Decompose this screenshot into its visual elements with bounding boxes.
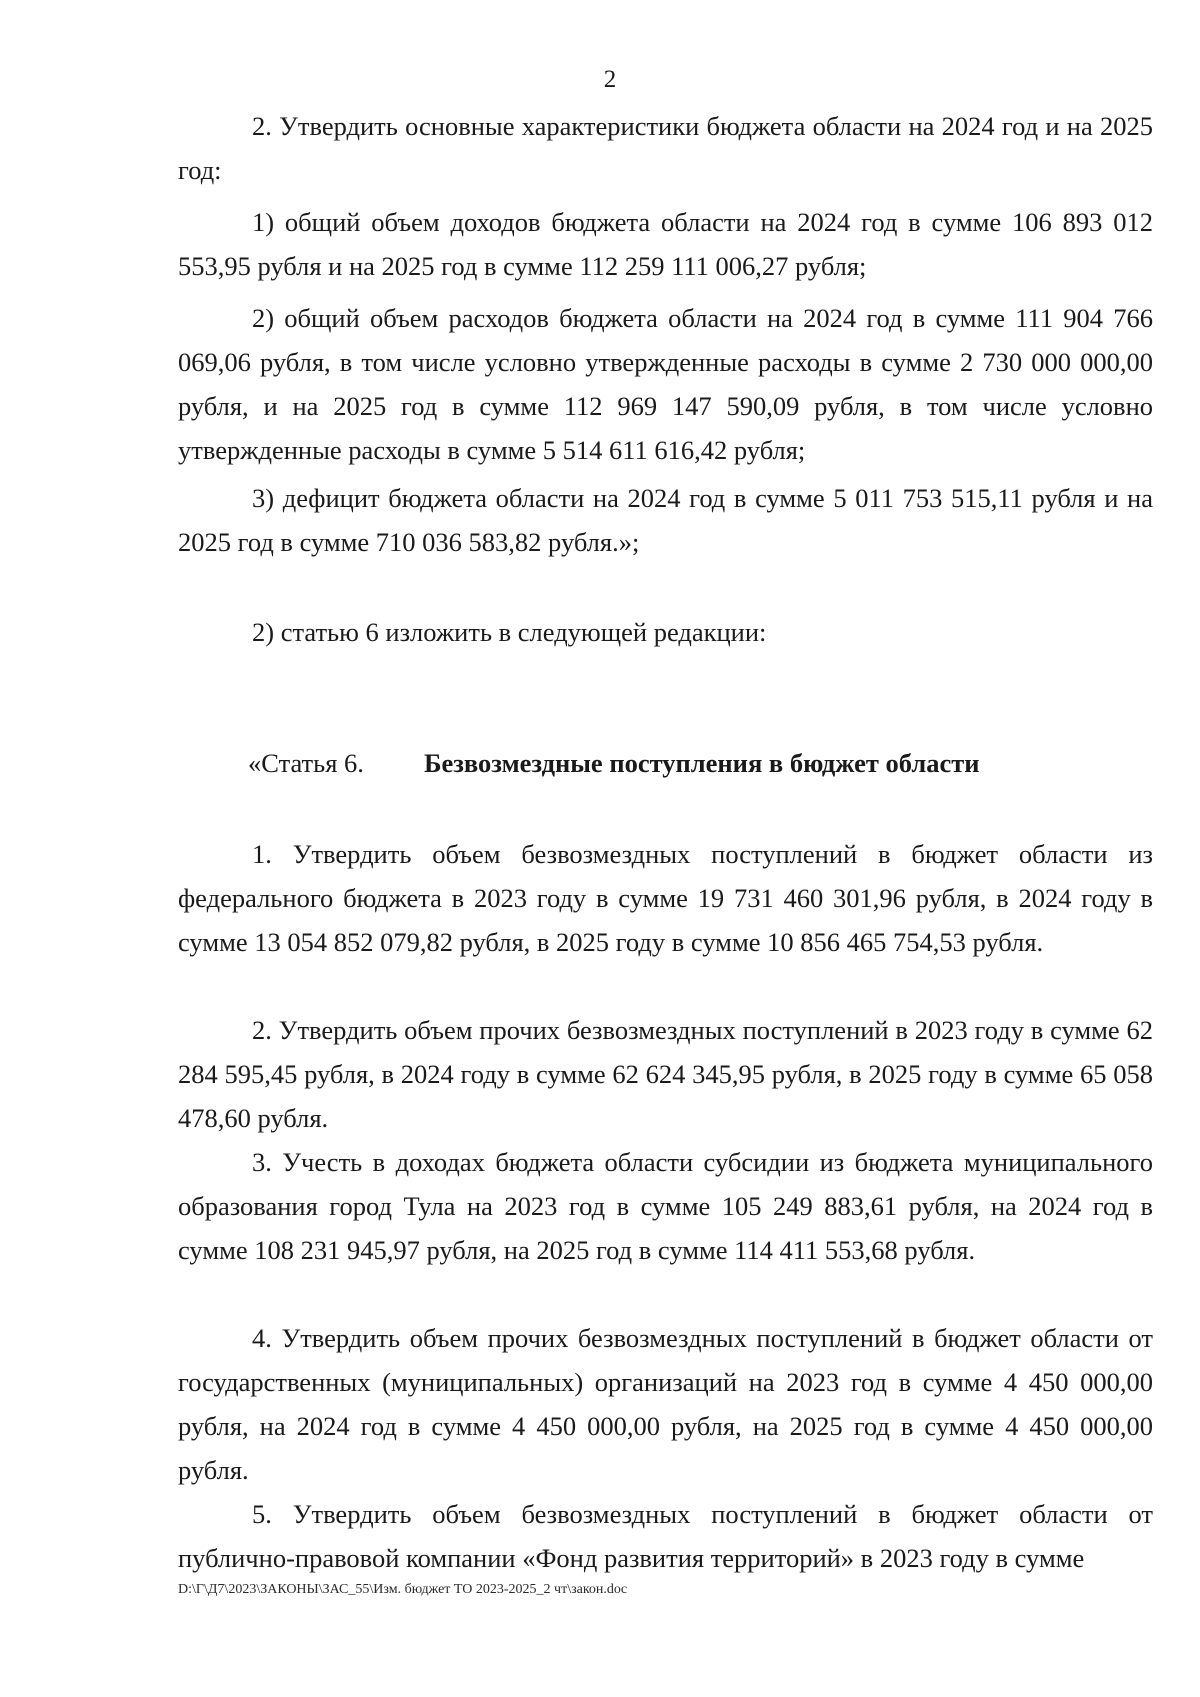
paragraph-main-characteristics: 2. Утвердить основные характеристики бюджета области на 2024 год и на 2025 год:	[178, 111, 1153, 185]
footer-file-path: D:\Г\Д7\2023\ЗАКОНЫ\ЗАС_55\Изм. бюджет ТО 2023-2025_2 чт\закон.doc	[178, 1582, 628, 1597]
article-label: «Статья 6.	[248, 748, 364, 778]
item-territory-fund: 5. Утвердить объем безвозмездных поступлений в бюджет области от публично-правовой компании «Фонд развития территорий» в 2023 году в сумме	[178, 1499, 1153, 1573]
page-number: 2	[603, 66, 617, 93]
item-organizations-transfers: 4. Утвердить объем прочих безвозмездных поступлений в бюджет области от государственных (муниципальных) организаций на 2023 год в сумме 4 450 000,00 рубля, на 2024 год в сумме 4 450 000,00 рубля, на 2025 год в сумме 4 450 000,00 рубля.	[178, 1323, 1153, 1485]
item-other-transfers: 2. Утвердить объем прочих безвозмездных поступлений в 2023 году в сумме 62 284 595,45 рубля, в 2024 году в сумме 62 624 345,95 рубля, в 2025 году в сумме 65 058 478,60 рубля.	[178, 1015, 1153, 1133]
item-federal-transfers: 1. Утвердить объем безвозмездных поступлений в бюджет области из федерального бюджета в 2023 году в сумме 19 731 460 301,96 рубля, в 2024 году в сумме 13 054 852 079,82 рубля, в 2025 году в сумме 10 856 465 754,53 рубля.	[178, 839, 1153, 957]
article-heading	[248, 748, 980, 779]
item-tula-subsidies: 3. Учесть в доходах бюджета области субсидии из бюджета муниципального образования город Тула на 2023 год в сумме 105 249 883,61 рубля, на 2024 год в сумме 108 231 945,97 рубля, на 2025 год в сумме 114 411 553,68 рубля.	[178, 1147, 1153, 1265]
paragraph-revenues: 1) общий объем доходов бюджета области на 2024 год в сумме 106 893 012 553,95 рубля и на 2025 год в сумме 112 259 111 006,27 рубля;	[178, 207, 1153, 281]
paragraph-article-6-instruction: 2) статью 6 изложить в следующей редакции:	[252, 617, 767, 647]
paragraph-expenditures: 2) общий объем расходов бюджета области на 2024 год в сумме 111 904 766 069,06 рубля, в том числе условно утвержденные расходы в сумме 2 730 000 000,00 рубля, и на 2025 год в сумме 112 969 147 590,09 рубля, в том числе условно утвержденные расходы в сумме 5 514 611 616,42 рубля;	[178, 303, 1153, 465]
paragraph-deficit: 3) дефицит бюджета области на 2024 год в сумме 5 011 753 515,11 рубля и на 2025 год в сумме 710 036 583,82 рубля.»;	[178, 483, 1153, 557]
article-title: Безвозмездные поступления в бюджет области	[424, 748, 980, 778]
